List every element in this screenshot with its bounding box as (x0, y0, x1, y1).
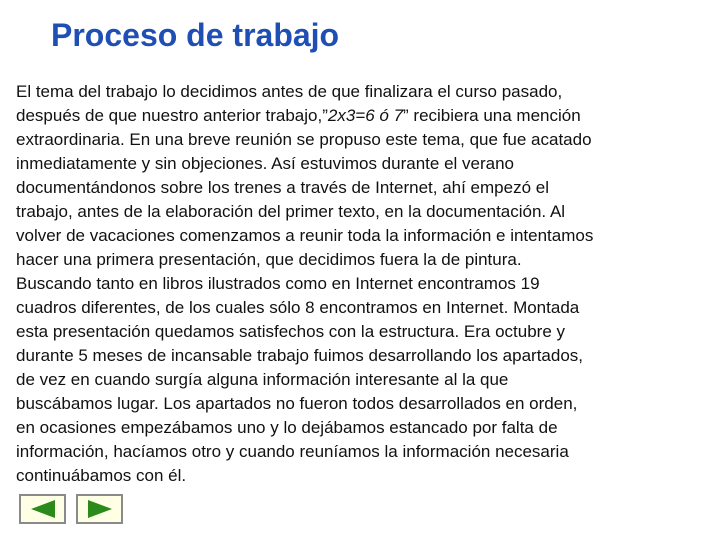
body-line: documentándonos sobre los trenes a través de Internet, ahí empezó el (16, 178, 549, 197)
previous-slide-button[interactable] (19, 494, 66, 524)
body-line: de vez en cuando surgía alguna información interesante al la que (16, 370, 509, 389)
body-line: en ocasiones empezábamos uno y lo dejábamos estancado por falta de (16, 418, 558, 437)
body-line: Buscando tanto en libros ilustrados como en Internet encontramos 19 (16, 274, 540, 293)
body-line: hacer una primera presentación, que decidimos fuera la de pintura. (16, 250, 522, 269)
body-line: información, hacíamos otro y cuando reuníamos la información necesaria (16, 442, 569, 461)
body-line: buscábamos lugar. Los apartados no fueron todos desarrollados en orden, (16, 394, 578, 413)
body-paragraph (16, 80, 706, 488)
next-slide-button[interactable] (76, 494, 123, 524)
arrow-left-icon (26, 499, 60, 519)
body-line: esta presentación quedamos satisfechos con la estructura. Era octubre y (16, 322, 566, 341)
body-line: después de que nuestro anterior trabajo,”2x3=6 ó 7” recibiera una mención (16, 106, 581, 125)
arrow-right-icon (83, 499, 117, 519)
body-line: cuadros diferentes, de los cuales sólo 8 encontramos en Internet. Montada (16, 298, 580, 317)
body-line: El tema del trabajo lo decidimos antes de que finalizara el curso pasado, (16, 82, 563, 101)
body-line: durante 5 meses de incansable trabajo fuimos desarrollando los apartados, (16, 346, 584, 365)
body-line: volver de vacaciones comenzamos a reunir toda la información e intentamos (16, 226, 594, 245)
body-line: continuábamos con él. (16, 466, 187, 485)
slide-title: Proceso de trabajo (51, 17, 340, 53)
body-line: inmediatamente y sin objeciones. Así estuvimos durante el verano (16, 154, 514, 173)
body-line: extraordinaria. En una breve reunión se propuso este tema, que fue acatado (16, 130, 592, 149)
body-line: trabajo, antes de la elaboración del primer texto, en la documentación. Al (16, 202, 566, 221)
